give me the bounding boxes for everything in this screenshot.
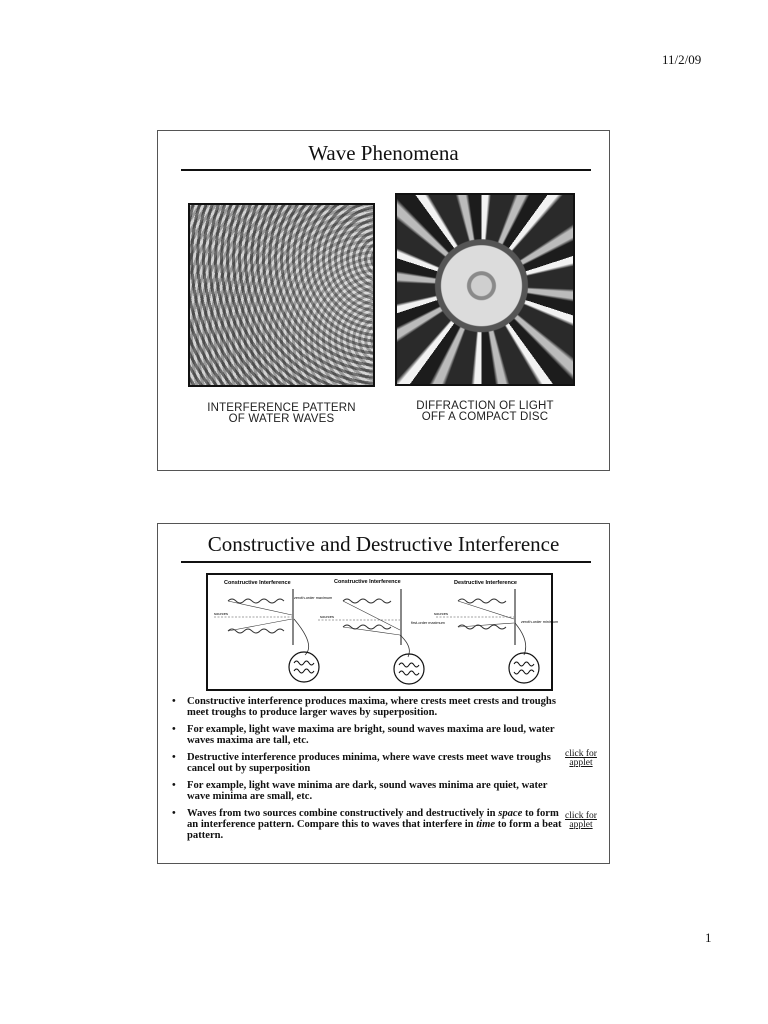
- applet-link-line[interactable]: applet: [569, 758, 593, 768]
- panel-heading: Destructive Interference: [454, 580, 517, 586]
- water-interference-photo: [188, 203, 375, 387]
- bullet-item: [170, 808, 565, 841]
- panel-heading: Constructive Interference: [224, 580, 291, 586]
- interference-diagram: [206, 573, 559, 691]
- diagram-panel-1: [214, 580, 335, 682]
- order-label: zeroth-order maximum: [294, 596, 333, 600]
- sources-label: sources: [320, 614, 335, 619]
- diagram-panel-2: [318, 579, 445, 684]
- slide-wave-phenomena: [157, 130, 610, 471]
- emphasis-time: time: [476, 819, 496, 830]
- bullet-item: • Constructive interference produces maxima, where crests meet crests and troughs meet troughs to produce larger waves by superposition.: [170, 696, 565, 718]
- sources-label: sources: [214, 611, 229, 616]
- applet-link[interactable]: [556, 750, 606, 768]
- bullet-item: • For example, light wave minima are dark, sound waves minima are quiet, water wave minima are small, etc.: [170, 780, 565, 802]
- caption-line: OF WATER WAVES: [228, 413, 335, 425]
- caption-line: DIFFRACTION OF LIGHT: [416, 400, 554, 412]
- panel-heading: Constructive Interference: [334, 579, 401, 585]
- compact-disc-caption: [395, 401, 575, 423]
- bullet-text: to form a beat pattern.: [187, 819, 562, 841]
- slide-title: Constructive and Destructive Interference: [207, 532, 560, 556]
- bullet-item: • For example, light wave maxima are bright, sound waves maxima are loud, water waves maxima are tall, etc.: [170, 724, 565, 746]
- sources-label: sources: [434, 611, 449, 616]
- water-waves-caption: [188, 403, 375, 425]
- caption-line: INTERFERENCE PATTERN: [207, 402, 356, 414]
- header-date: 11/2/09: [662, 52, 702, 67]
- applet-link-line[interactable]: click for: [565, 749, 597, 759]
- applet-link-line[interactable]: click for: [565, 811, 597, 821]
- title-underline: [181, 561, 591, 563]
- diagram-panel-3: [434, 580, 558, 683]
- slide-title: Wave Phenomena: [308, 141, 459, 165]
- bullet-text: to form an interference pattern. Compare this to waves that interfere in: [187, 808, 559, 830]
- page-number: 1: [705, 930, 712, 945]
- emphasis-space: space: [498, 808, 523, 819]
- order-label: first-order maximum: [411, 621, 445, 625]
- title-underline: [181, 169, 591, 171]
- interference-diagram-svg: [208, 575, 559, 689]
- applet-link[interactable]: [556, 812, 606, 830]
- bullet-list: [170, 696, 565, 847]
- compact-disc-diffraction-photo: [395, 193, 575, 386]
- slide-interference: [157, 523, 610, 864]
- bullet-item: • Destructive interference produces minima, where wave crests meet wave troughs cancel out by superposition: [170, 752, 565, 774]
- caption-line: OFF A COMPACT DISC: [421, 411, 549, 423]
- bullet-text: Waves from two sources combine constructively and destructively in: [187, 808, 499, 819]
- order-label: zeroth-order minimum: [521, 620, 559, 624]
- applet-link-line[interactable]: applet: [569, 820, 593, 830]
